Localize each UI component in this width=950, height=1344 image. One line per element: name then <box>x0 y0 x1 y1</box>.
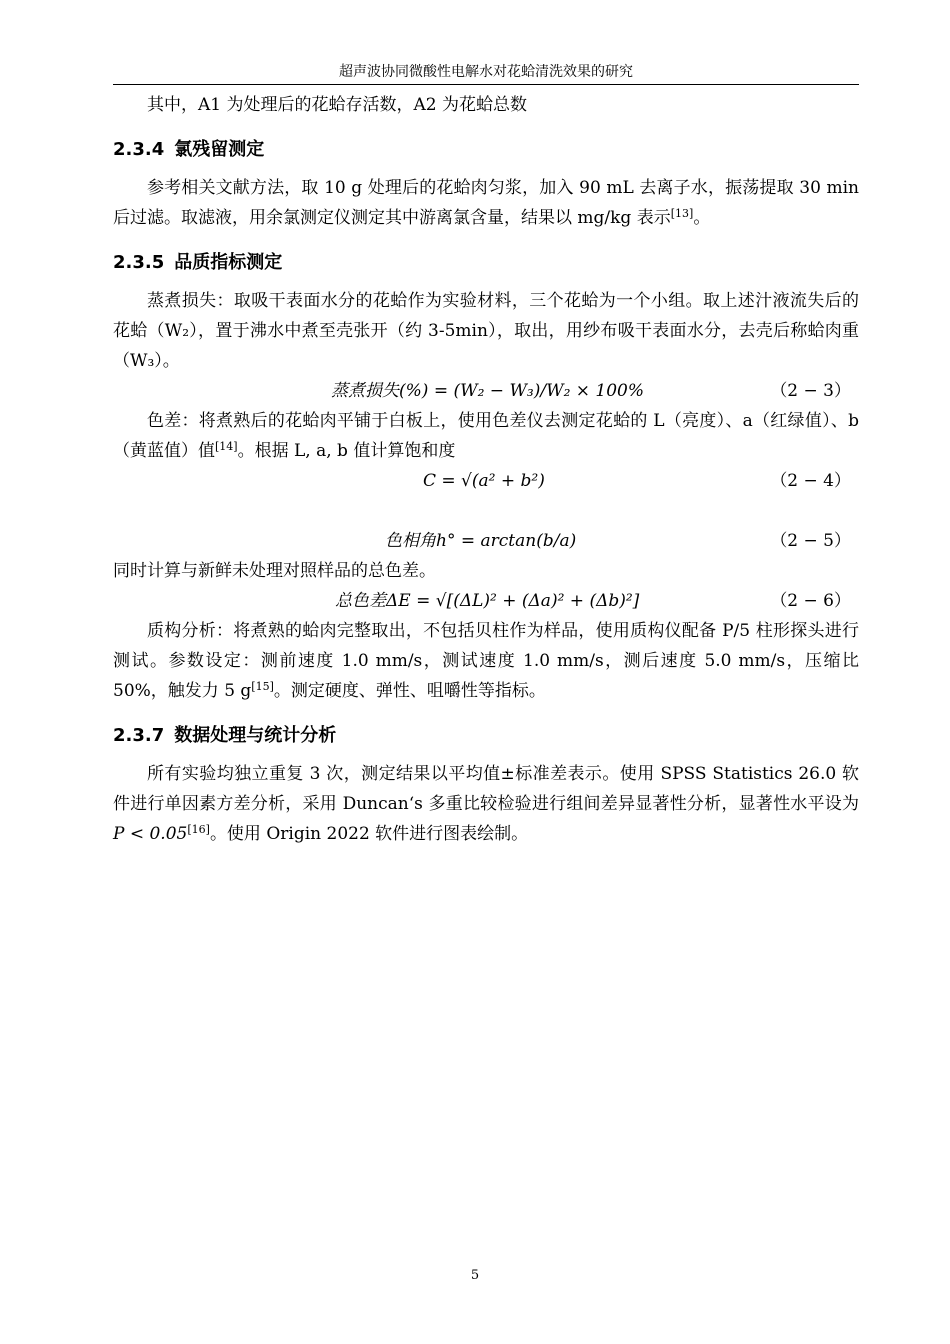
section-title: 氯残留测定 <box>174 139 265 160</box>
chlorine-paragraph <box>113 173 859 233</box>
texture-paragraph <box>113 616 859 706</box>
section-heading-2-3-5 <box>113 249 859 277</box>
statistics-paragraph <box>113 759 859 849</box>
paragraph-text: 。 <box>693 208 711 228</box>
section-number: 2.3.7 <box>113 725 165 746</box>
paragraph-text: 参考相关文献方法，取 10 g 处理后的花蛤肉匀浆，加入 90 mL 去离子水，振荡提取 30 min 后过滤。取滤液，用余氯测定仪测定其中游离氯含量，结果以 mg/kg 表示 <box>113 178 859 228</box>
delta-e-paragraph: 同时计算与新鲜未处理对照样品的总色差。 <box>113 561 436 581</box>
equation-number: （2 − 6） <box>770 591 851 611</box>
citation: [15] <box>251 680 274 693</box>
equation-2-6 <box>113 586 859 616</box>
page-number: 5 <box>470 1268 480 1283</box>
equation-2-4 <box>113 466 859 496</box>
section-title: 品质指标测定 <box>174 252 283 273</box>
citation: [16] <box>187 823 210 836</box>
paragraph-text: 质构分析：将煮熟的蛤肉完整取出，不包括贝柱作为样品，使用质构仪配备 P/5 柱形探头进行测试。参数设定：测前速度 1.0 mm/s，测试速度 1.0 mm/s，测后速度 5.0 mm/s，压缩比 50%，触发力 5 g <box>113 621 859 701</box>
equation-formula: 蒸煮损失(%) = (W₂ − W₃)/W₂ × 100% <box>331 381 645 401</box>
equation-formula: C = √(a² + b²) <box>423 471 545 491</box>
header-rule <box>113 84 859 85</box>
running-header: 超声波协同微酸性电解水对花蛤清洗效果的研究 <box>339 64 633 80</box>
equation-formula: 色相角h° = arctan(b/a) <box>385 531 577 551</box>
section-heading-2-3-4 <box>113 136 859 164</box>
equation-formula: 总色差ΔE = √[(ΔL)² + (Δa)² + (Δb)²] <box>335 591 640 611</box>
paragraph-text: 。测定硬度、弹性、咀嚼性等指标。 <box>273 681 546 701</box>
cooking-loss-paragraph: 蒸煮损失：取吸干表面水分的花蛤作为实验材料，三个花蛤为一个小组。取上述汁液流失后的花蛤（W₂），置于沸水中煮至壳张开（约 3-5min），取出，用纱布吸干表面水分，去壳后称蛤肉重（W₃）。 <box>113 291 859 371</box>
p-value: P < 0.05 <box>113 824 188 844</box>
body-content <box>113 90 859 849</box>
equation-number: （2 − 3） <box>770 381 851 401</box>
paragraph-text: 所有实验均独立重复 3 次，测定结果以平均值±标准差表示。使用 SPSS Statistics 26.0 软件进行单因素方差分析，采用 Duncan‘s 多重比较检验进行组间差异显著性分析，显著性水平设为 <box>113 764 859 814</box>
section-title: 数据处理与统计分析 <box>174 725 337 746</box>
citation: [13] <box>670 207 694 220</box>
paragraph-text: 。使用 Origin 2022 软件进行图表绘制。 <box>209 824 529 844</box>
equation-number: （2 − 5） <box>770 531 851 551</box>
equation-number: （2 − 4） <box>770 471 851 491</box>
section-number: 2.3.4 <box>113 139 165 160</box>
section-heading-2-3-7 <box>113 722 859 750</box>
citation: [14] <box>215 440 238 453</box>
paragraph-text: 色差：将煮熟后的花蛤肉平铺于白板上，使用色差仪去测定花蛤的 L（亮度）、a（红绿值）、b（黄蓝值）值 <box>113 411 859 461</box>
section-number: 2.3.5 <box>113 252 165 273</box>
equation-2-3 <box>113 376 859 406</box>
intro-line: 其中，A1 为处理后的花蛤存活数，A2 为花蛤总数 <box>147 95 527 115</box>
paragraph-text: 。根据 L, a, b 值计算饱和度 <box>237 441 456 461</box>
color-paragraph <box>113 406 859 466</box>
equation-2-5 <box>113 526 859 556</box>
